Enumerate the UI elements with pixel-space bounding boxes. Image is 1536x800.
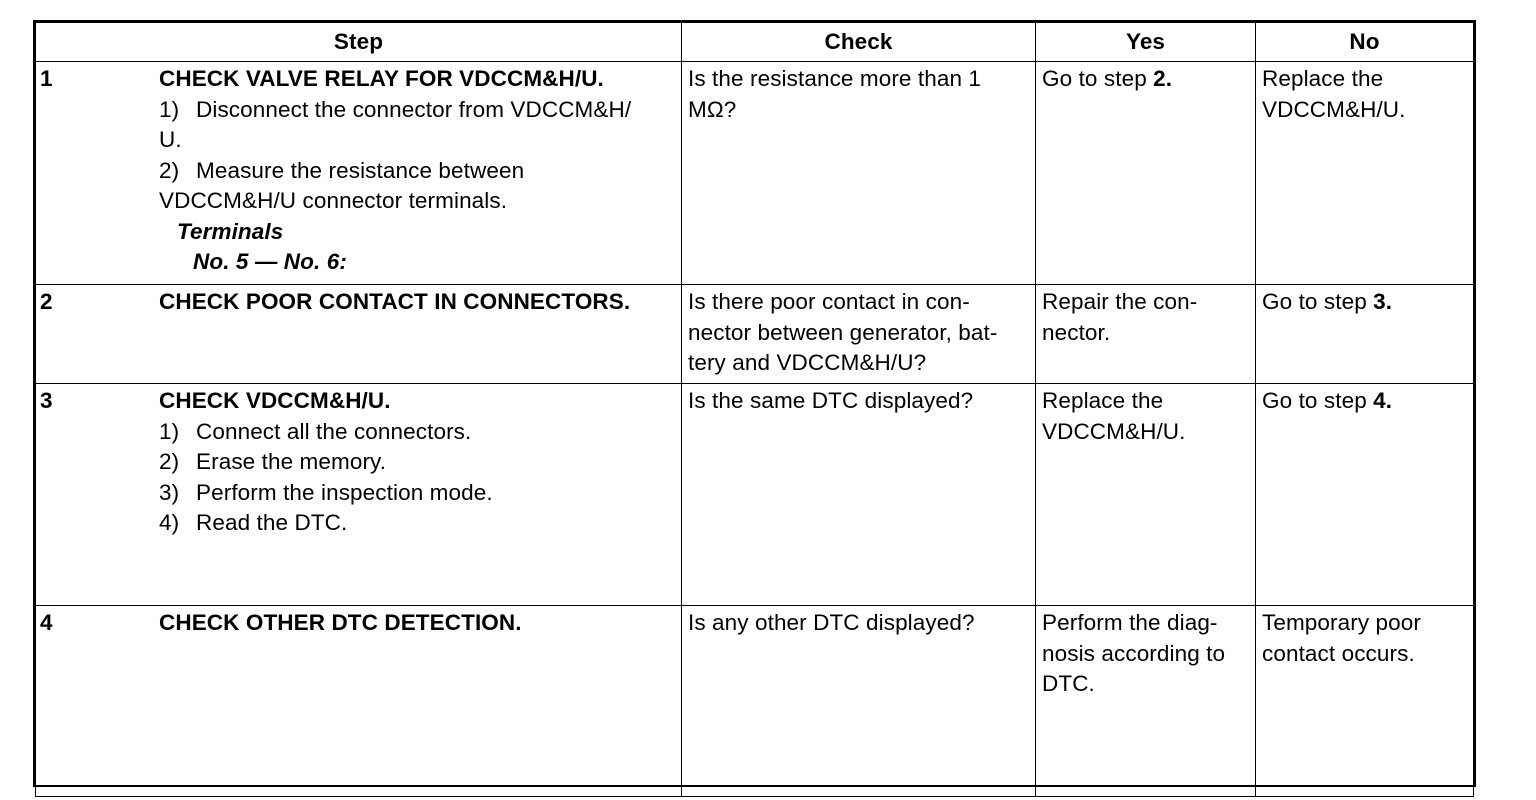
substep: VDCCM&H/U connector terminals.	[159, 188, 508, 213]
check-cell: Is the same DTC displayed?	[682, 384, 1036, 606]
check-cell: Is any other DTC displayed?	[682, 606, 1036, 797]
step-title: CHECK VDCCM&H/U.	[159, 388, 391, 413]
table-row	[36, 285, 1474, 384]
header-yes: Yes	[1036, 23, 1256, 62]
terminals-value: No. 5 — No. 6:	[193, 249, 347, 274]
step-title: CHECK POOR CONTACT IN CONNECTORS.	[159, 289, 631, 314]
substep: 2) Erase the memory.	[159, 449, 387, 474]
step-cell	[36, 606, 682, 797]
step-cell	[36, 285, 682, 384]
no-cell: Go to step 4.	[1256, 384, 1474, 606]
table-row	[36, 384, 1474, 606]
yes-cell: Replace the VDCCM&H/U.	[1036, 384, 1256, 606]
yes-cell: Go to step 2.	[1036, 62, 1256, 285]
substep: 4) Read the DTC.	[159, 510, 348, 535]
header-step: Step	[36, 23, 682, 62]
table-row	[36, 62, 1474, 285]
check-cell: Is the resistance more than 1 MΩ?	[682, 62, 1036, 285]
step-number: 4	[40, 610, 53, 635]
step-number: 3	[40, 388, 53, 413]
yes-cell: Repair the con- nector.	[1036, 285, 1256, 384]
substep: U.	[159, 127, 182, 152]
substep: 2) Measure the resistance between	[159, 157, 525, 183]
yes-cell: Perform the diag- nosis according to DTC.	[1036, 606, 1256, 797]
header-row	[36, 23, 1474, 62]
terminals-label: Terminals	[177, 218, 284, 244]
diagnostic-table-wrapper	[33, 20, 1476, 787]
step-cell	[36, 384, 682, 606]
header-check: Check	[682, 23, 1036, 62]
step-cell	[36, 62, 682, 285]
no-cell: Go to step 3.	[1256, 285, 1474, 384]
table-row	[36, 606, 1474, 797]
substep: 3) Perform the inspection mode.	[159, 479, 493, 505]
no-cell: Replace the VDCCM&H/U.	[1256, 62, 1474, 285]
header-no: No	[1256, 23, 1474, 62]
step-title: CHECK VALVE RELAY FOR VDCCM&H/U.	[159, 66, 604, 91]
no-cell: Temporary poor contact occurs.	[1256, 606, 1474, 797]
diagnostic-table	[35, 22, 1474, 797]
substep: 1) Disconnect the connector from VDCCM&H/	[159, 96, 632, 122]
check-cell: Is there poor contact in con- nector between generator, bat- tery and VDCCM&H/U?	[682, 285, 1036, 384]
substep: 1) Connect all the connectors.	[159, 418, 472, 444]
step-number: 2	[40, 289, 53, 314]
step-title: CHECK OTHER DTC DETECTION.	[159, 610, 522, 635]
step-number: 1	[40, 66, 53, 91]
